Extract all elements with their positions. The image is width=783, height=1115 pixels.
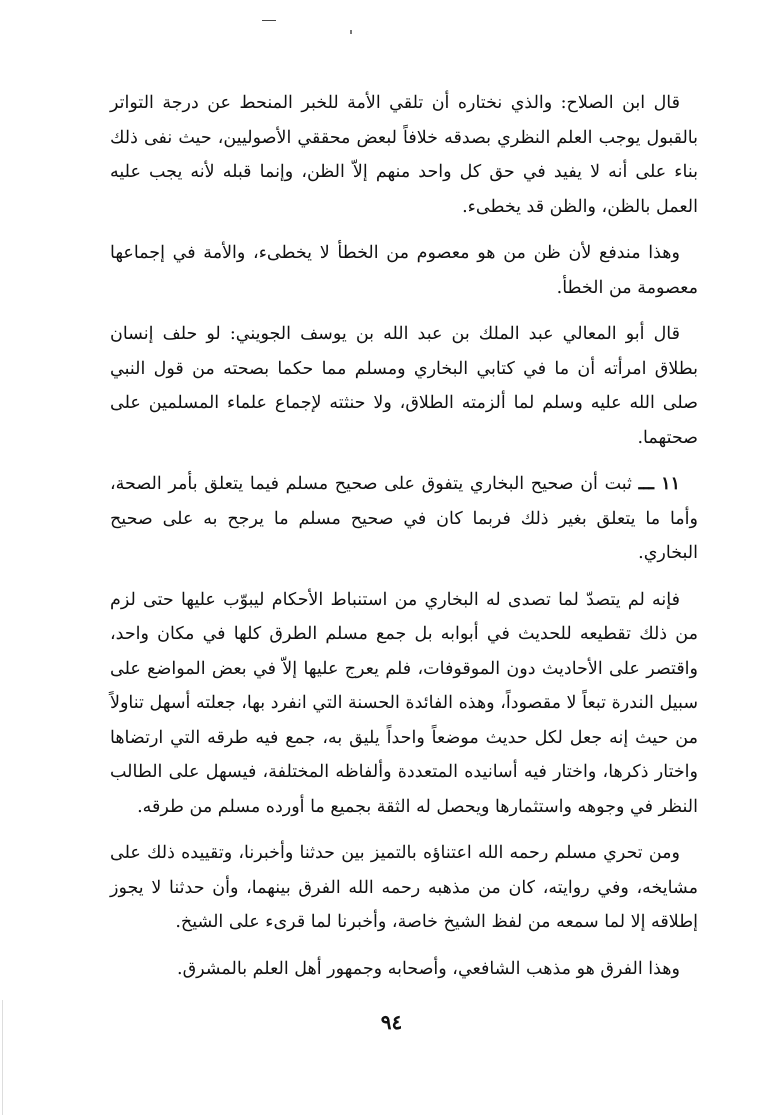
paragraph-refutation bbox=[110, 236, 698, 305]
paragraph-haddathana-akhbarana bbox=[110, 836, 698, 940]
paragraph-text: ثبت أن صحيح البخاري يتفوق على صحيح مسلم فيما يتعلق بأمر الصحة، وأما ما يتعلق بغير ذلك فربما كان في صحيح مسلم ما يرجح به على صحيح البخاري. bbox=[110, 474, 698, 563]
paragraph-shafii bbox=[110, 952, 698, 987]
paragraph-number: ١١ ـــ bbox=[638, 474, 680, 494]
page-number: ٩٤ bbox=[380, 1010, 403, 1034]
header-dot-mark bbox=[350, 30, 352, 34]
paragraph-text: ومن تحري مسلم رحمه الله اعتناؤه بالتميز بين حدثنا وأخبرنا، وتقييده ذلك على مشايخه، وفي روايته، كان من مذهبه رحمه الله الفرق بينهما، وأن حدثنا لا يجوز إطلاقه إلا لما سمعه من لفظ الشيخ خاصة، وأخبرنا لما قرىء على الشيخ. bbox=[110, 843, 698, 932]
paragraph-text: وهذا مندفع لأن ظن من هو معصوم من الخطأ لا يخطىء، والأمة في إجماعها معصومة من الخطأ. bbox=[110, 243, 698, 298]
paragraph-text: قال ابن الصلاح: والذي نختاره أن تلقي الأمة للخبر المنحط عن درجة التواتر بالقبول يوجب العلم النظري بصدقه خلافاً لبعض محققي الأصوليين، حيث نفى ذلك بناء على أنه لا يفيد في حق كل واحد منهم إلاّ الظن، وإنما قبله لأنه يجب عليه العمل بالظن، والظن قد يخطىء. bbox=[110, 93, 698, 217]
body-text bbox=[110, 86, 698, 986]
scan-edge-line bbox=[2, 1000, 3, 1115]
paragraph-text: وهذا الفرق هو مذهب الشافعي، وأصحابه وجمهور أهل العلم بالمشرق. bbox=[177, 958, 680, 979]
paragraph-text: فإنه لم يتصدّ لما تصدى له البخاري من استنباط الأحكام ليبوّب عليها حتى لزم من ذلك تقطيعه للحديث في أبوابه بل جمع مسلم الطرق كلها في مكان واحد، واقتصر على الأحاديث دون الموقوفات، فلم يعرج عليها إلاّ في بعض المواضع على سبيل الندرة تبعاً لا مقصوداً، وهذه الفائدة الحسنة التي انفرد بها، جعلته أسهل تناولاً من حيث إنه جعل لكل حديث موضعاً واحداً يليق به، جمع فيه طرقه التي ارتضاها واختار ذكرها، واختار فيه أسانيده المتعددة وألفاظه المختلفة، فيسهل على الطالب النظر في وجوهه واستثمارها ويحصل له الثقة بجميع ما أورده مسلم من طرقه. bbox=[110, 589, 698, 817]
paragraph-juwayni bbox=[110, 317, 698, 455]
paragraph-muslim-method bbox=[110, 583, 698, 825]
paragraph-ibn-salah bbox=[110, 86, 698, 224]
paragraph-text: قال أبو المعالي عبد الملك بن عبد الله بن يوسف الجويني: لو حلف إنسان بطلاق امرأته أن ما في كتابي البخاري ومسلم مما حكما بصحته من قول النبي صلى الله عليه وسلم لما ألزمته الطلاق، ولا حنثته لإجماع علماء المسلمين على صحتهما. bbox=[110, 324, 698, 448]
paragraph-11 bbox=[110, 467, 698, 571]
header-rule-mark bbox=[262, 20, 276, 21]
